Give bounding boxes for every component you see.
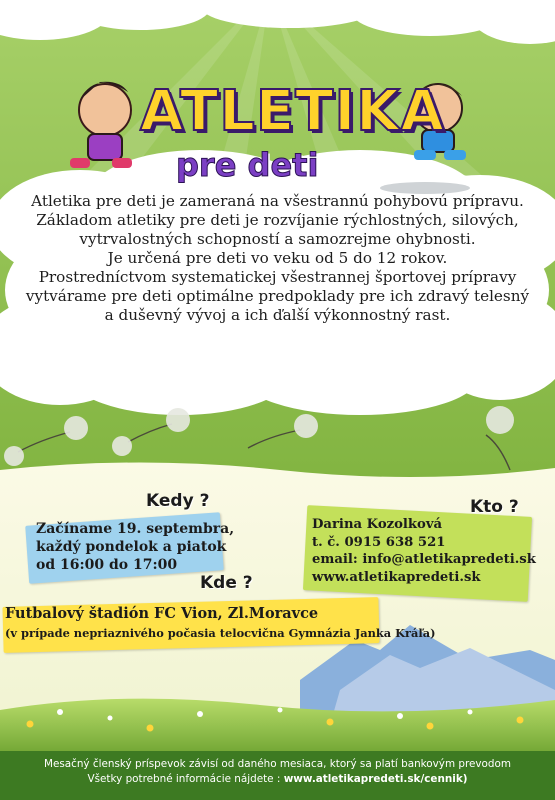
contact-phone: t. č. 0915 638 521 [312, 534, 446, 550]
intro-line: a duševný vývoj a ich ďalší výkonnostný rast. [104, 306, 451, 324]
footer-prefix: Všetky potrebné informácie nájdete : [87, 773, 284, 785]
when-text [36, 520, 234, 574]
contact-website[interactable]: www.atletikapredeti.sk [312, 569, 481, 585]
intro-line: Atletika pre deti je zameraná na všestrannú pohybovú prípravu. [31, 192, 524, 210]
when-line: každý pondelok a piatok [36, 539, 227, 555]
contact-name: Darina Kozolková [312, 517, 443, 532]
intro-text [14, 192, 541, 325]
when-heading: Kedy ? [146, 491, 210, 511]
who-heading: Kto ? [470, 497, 519, 517]
pricing-link[interactable]: www.atletikapredeti.sk/cennik) [283, 773, 468, 785]
logo-title: ATLETIKA [140, 79, 445, 144]
where-heading: Kde ? [200, 573, 253, 593]
venue-line: Futbalový štadión FC Vion, Zl.Moravce [5, 605, 319, 622]
who-text [312, 516, 536, 586]
intro-line: Prostredníctvom systematickej všestrannej športovej prípravy [38, 268, 517, 286]
footer-line: Mesačný členský príspevok závisí od daného mesiaca, ktorý sa platí bankovým prevodom [44, 758, 511, 770]
intro-line: vytvárame pre deti optimálne predpoklady pre ich zdravý telesný [25, 287, 530, 305]
footer-text [0, 757, 555, 787]
intro-line: vytrvalostných schopností a samozrejme ohybnosti. [79, 230, 476, 248]
venue-alternative: (v prípade nepriaznivého počasia telocvična Gymnázia Janka Kráľa) [5, 626, 436, 640]
when-line: od 16:00 do 17:00 [36, 557, 178, 573]
logo-subtitle: pre deti [176, 146, 319, 184]
intro-line: Je určená pre deti vo veku od 5 do 12 rokov. [107, 249, 448, 267]
intro-line: Základom atletiky pre deti je rozvíjanie rýchlostných, silových, [36, 211, 519, 229]
footer-line [0, 772, 555, 787]
contact-email[interactable]: email: info@atletikapredeti.sk [312, 552, 536, 567]
when-line: Začíname 19. septembra, [36, 521, 235, 537]
